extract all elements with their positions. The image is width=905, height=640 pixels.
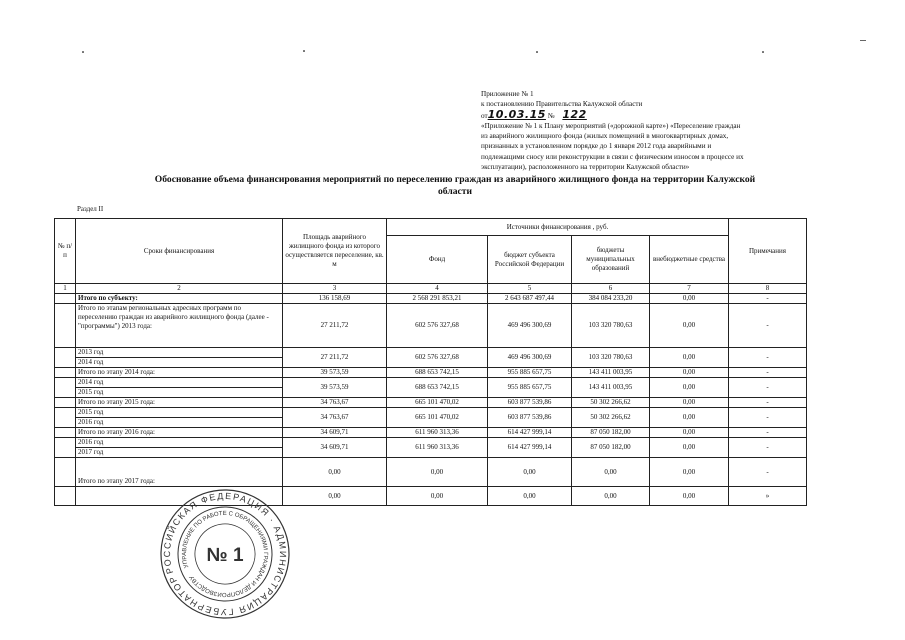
fund-cell: 0,00 <box>387 458 488 487</box>
col-number: 7 <box>650 284 729 294</box>
area-cell: 39 573,59 <box>283 378 387 398</box>
scan-dot <box>303 50 305 52</box>
extra-cell: 0,00 <box>650 368 729 378</box>
header-row <box>55 219 807 236</box>
year-label: 2016 год <box>76 438 283 448</box>
col-extra-header: внебюджетные средства <box>650 236 729 284</box>
stamp-inner-text: УПРАВЛЕНИЕ ПО РАБОТЕ С ОБРАЩЕНИЯМИ ГРАЖДАН И ДЕЛОПРОИЗВОДСТВУ <box>181 510 269 598</box>
column-numbers-row <box>55 284 807 294</box>
stamp-number: № 1 <box>206 545 244 566</box>
note-cell: - <box>729 304 807 348</box>
note-cell: - <box>729 378 807 398</box>
extra-cell: 0,00 <box>650 487 729 506</box>
extra-cell: 0,00 <box>650 408 729 428</box>
col-notes-header: Примечания <box>729 219 807 284</box>
financing-table <box>54 218 807 506</box>
region-cell: 469 496 300,69 <box>488 348 572 368</box>
note-cell: - <box>729 398 807 408</box>
table-row <box>55 408 807 418</box>
year-label: 2015 год <box>76 408 283 418</box>
fund-cell: 602 576 327,68 <box>387 348 488 368</box>
note-cell: - <box>729 348 807 368</box>
year-label: 2015 год <box>76 388 283 398</box>
appendix-label: Приложение № 1 <box>481 90 534 98</box>
region-cell: 0,00 <box>488 458 572 487</box>
municipal-cell: 103 320 780,63 <box>572 304 650 348</box>
note-cell: - <box>729 458 807 487</box>
header-text-line: подлежащими сносу или реконструкции в связи с физическим износом в процессе их <box>481 152 744 161</box>
municipal-cell: 384 084 233,20 <box>572 294 650 304</box>
area-cell: 27 211,72 <box>283 348 387 368</box>
year-label: 2017 год <box>76 448 283 458</box>
col-sources-header: Источники финансирования , руб. <box>387 219 729 236</box>
region-cell: 469 496 300,69 <box>488 304 572 348</box>
title-line-2: области <box>437 186 473 197</box>
document-header <box>481 89 811 172</box>
note-cell: - <box>729 408 807 428</box>
header-text-line: из аварийного жилищного фонда (жилых помещений в многоквартирных домах, <box>481 132 729 141</box>
note-cell: - <box>729 294 807 304</box>
col-number: 4 <box>387 284 488 294</box>
stage-row <box>55 368 807 378</box>
extra-cell: 0,00 <box>650 304 729 348</box>
programs-row <box>55 304 807 348</box>
fund-cell: 611 960 313,36 <box>387 428 488 438</box>
region-cell: 603 877 539,86 <box>488 398 572 408</box>
fund-cell: 0,00 <box>387 487 488 506</box>
date-prefix: от <box>481 111 488 120</box>
area-cell: 39 573,59 <box>283 368 387 378</box>
fund-cell: 665 101 470,02 <box>387 408 488 428</box>
fund-cell: 2 568 291 853,21 <box>387 294 488 304</box>
municipal-cell: 103 320 780,63 <box>572 348 650 368</box>
extra-cell: 0,00 <box>650 428 729 438</box>
col-number: 5 <box>488 284 572 294</box>
area-cell: 34 609,71 <box>283 438 387 458</box>
col-number: 6 <box>572 284 650 294</box>
row-label: Итого по субъекту: <box>76 294 283 304</box>
note-cell: » <box>729 487 807 506</box>
year-label: 2014 год <box>76 358 283 368</box>
total-row <box>55 294 807 304</box>
region-cell: 603 877 539,86 <box>488 408 572 428</box>
municipal-cell: 143 411 003,95 <box>572 368 650 378</box>
header-text-line: признанных в установленном порядке до 1 января 2012 года аварийными и <box>481 142 712 151</box>
extra-cell: 0,00 <box>650 438 729 458</box>
col-number: 1 <box>55 284 76 294</box>
col-region-header: бюджет субъекта Российской Федерации <box>488 236 572 284</box>
area-cell: 34 763,67 <box>283 398 387 408</box>
municipal-cell: 50 302 266,62 <box>572 408 650 428</box>
extra-cell: 0,00 <box>650 294 729 304</box>
scan-dot <box>536 51 538 53</box>
stamp-outer-text: РОССИЙСКАЯ ФЕДЕРАЦИЯ · АДМИНИСТРАЦИЯ ГУБЕРНАТОРА <box>161 490 289 618</box>
table-row <box>55 378 807 388</box>
region-cell: 614 427 999,14 <box>488 428 572 438</box>
section-label: Раздел II <box>77 205 104 213</box>
municipal-cell: 143 411 003,95 <box>572 378 650 398</box>
extra-cell: 0,00 <box>650 348 729 368</box>
official-stamp <box>158 487 292 621</box>
stage-row <box>55 458 807 487</box>
col-number: 2 <box>76 284 283 294</box>
col-number: 3 <box>283 284 387 294</box>
municipal-cell: 87 050 182,00 <box>572 428 650 438</box>
region-cell: 614 427 999,14 <box>488 438 572 458</box>
area-cell: 34 609,71 <box>283 428 387 438</box>
col-number: 8 <box>729 284 807 294</box>
title-line-1: Обоснование объема финансирования мероприятий по переселению граждан из аварийного жилищного фонда на территории Калужской <box>154 174 756 185</box>
stage-row <box>55 428 807 438</box>
area-cell: 27 211,72 <box>283 304 387 348</box>
table-row <box>55 438 807 448</box>
note-cell: - <box>729 438 807 458</box>
fund-cell: 688 653 742,15 <box>387 368 488 378</box>
stage-row <box>55 398 807 408</box>
fund-cell: 665 101 470,02 <box>387 398 488 408</box>
handwritten-date: 10.03.15 <box>487 107 546 121</box>
year-label: 2013 год <box>76 348 283 358</box>
fund-cell: 688 653 742,15 <box>387 378 488 398</box>
extra-cell: 0,00 <box>650 458 729 487</box>
scan-dot <box>82 51 84 53</box>
municipal-cell: 50 302 266,62 <box>572 398 650 408</box>
extra-cell: 0,00 <box>650 378 729 398</box>
area-cell: 34 763,67 <box>283 408 387 428</box>
date-number-line <box>481 107 811 121</box>
municipal-cell: 87 050 182,00 <box>572 438 650 458</box>
area-cell: 0,00 <box>283 458 387 487</box>
area-cell: 136 158,69 <box>283 294 387 304</box>
col-area-header: Площадь аварийного жилищного фонда из которого осуществляется переселение, кв. м <box>283 219 387 284</box>
header-text-line: «Приложение № 1 к Плану мероприятий («дорожной карте») «Переселение граждан <box>481 121 741 130</box>
resolution-label: к постановлению Правительства Калужской области <box>481 100 643 109</box>
region-cell: 955 885 657,75 <box>488 378 572 398</box>
number-prefix: № <box>547 111 555 120</box>
handwritten-number: 122 <box>562 107 587 121</box>
fund-cell: 611 960 313,36 <box>387 438 488 458</box>
scan-dot <box>762 51 764 53</box>
region-cell: 955 885 657,75 <box>488 368 572 378</box>
region-cell: 0,00 <box>488 487 572 506</box>
header-text-line: эксплуатации), расположенного на территории Калужской области» <box>481 163 690 172</box>
extra-cell: 0,00 <box>650 398 729 408</box>
row-label: Итого по этапам региональных адресных программ по переселению граждан из аварийного жилищного фонда (далее - "программы") 2013 года: <box>76 304 283 348</box>
col-municipal-header: бюджеты муниципальных образований <box>572 236 650 284</box>
year-label: 2014 год <box>76 378 283 388</box>
row-label: Итого по этапу 2014 года: <box>76 368 283 378</box>
year-label: 2016 год <box>76 418 283 428</box>
col-num-header: № п/п <box>55 219 76 284</box>
document-title <box>70 174 840 198</box>
area-cell: 0,00 <box>283 487 387 506</box>
row-label: Итого по этапу 2016 года: <box>76 428 283 438</box>
col-terms-header: Сроки финансирования <box>76 219 283 284</box>
fund-cell: 602 576 327,68 <box>387 304 488 348</box>
row-label: Итого по этапу 2017 года: <box>76 458 283 487</box>
scan-dash <box>860 40 866 41</box>
note-cell: - <box>729 368 807 378</box>
municipal-cell: 0,00 <box>572 458 650 487</box>
region-cell: 2 643 687 497,44 <box>488 294 572 304</box>
row-label: Итого по этапу 2015 года: <box>76 398 283 408</box>
table-row <box>55 348 807 358</box>
col-fund-header: Фонд <box>387 236 488 284</box>
municipal-cell: 0,00 <box>572 487 650 506</box>
note-cell: - <box>729 428 807 438</box>
